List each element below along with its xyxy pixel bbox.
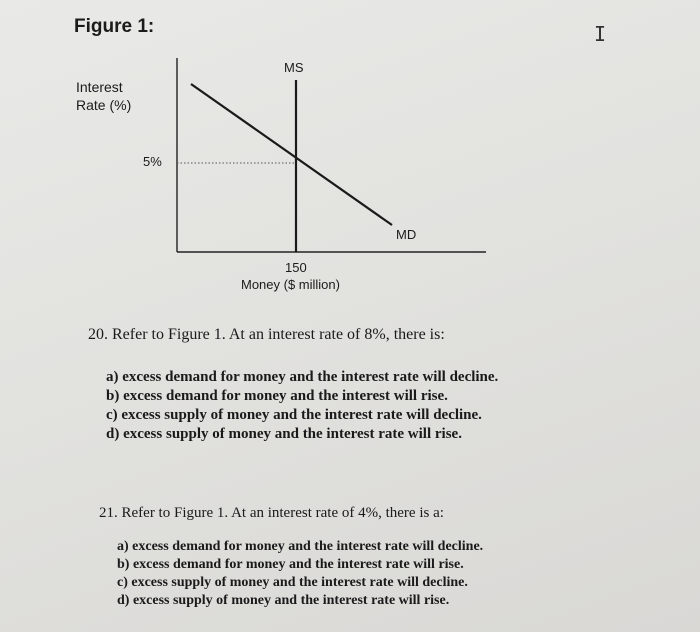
question-21-stem: 21. Refer to Figure 1. At an interest rate of 4%, there is a:	[99, 505, 444, 521]
ms-label: MS	[284, 60, 304, 75]
question-21-option-a: a) excess demand for money and the interest rate will decline.	[117, 539, 484, 554]
x-axis-label: Money ($ million)	[241, 277, 340, 292]
question-20-option-a: a) excess demand for money and the interest rate will decline.	[106, 369, 499, 385]
question-20-stem: 20. Refer to Figure 1. At an interest rate of 8%, there is:	[88, 326, 445, 343]
question-20-option-d: d) excess supply of money and the interest rate will rise.	[106, 426, 462, 442]
question-21-options	[117, 538, 483, 610]
question-20-options	[106, 368, 498, 444]
text-cursor-icon: I	[594, 22, 607, 46]
question-21-option-d: d) excess supply of money and the interest rate will rise.	[117, 593, 450, 608]
y-axis-label-line2: Rate (%)	[76, 97, 132, 113]
question-21-option-b: b) excess demand for money and the interest rate will rise.	[117, 557, 464, 572]
md-curve	[191, 84, 392, 225]
question-20-option-c: c) excess supply of money and the interest rate will decline.	[106, 407, 482, 423]
question-21-option-c: c) excess supply of money and the interest rate will decline.	[117, 575, 468, 590]
y-tick-label: 5%	[143, 154, 162, 169]
md-label: MD	[396, 227, 417, 242]
x-tick-label: 150	[285, 260, 307, 275]
question-20-option-b: b) excess demand for money and the interest will rise.	[106, 388, 448, 404]
y-axis-label-line1: Interest	[76, 79, 123, 95]
figure-title: Figure 1:	[74, 16, 155, 37]
